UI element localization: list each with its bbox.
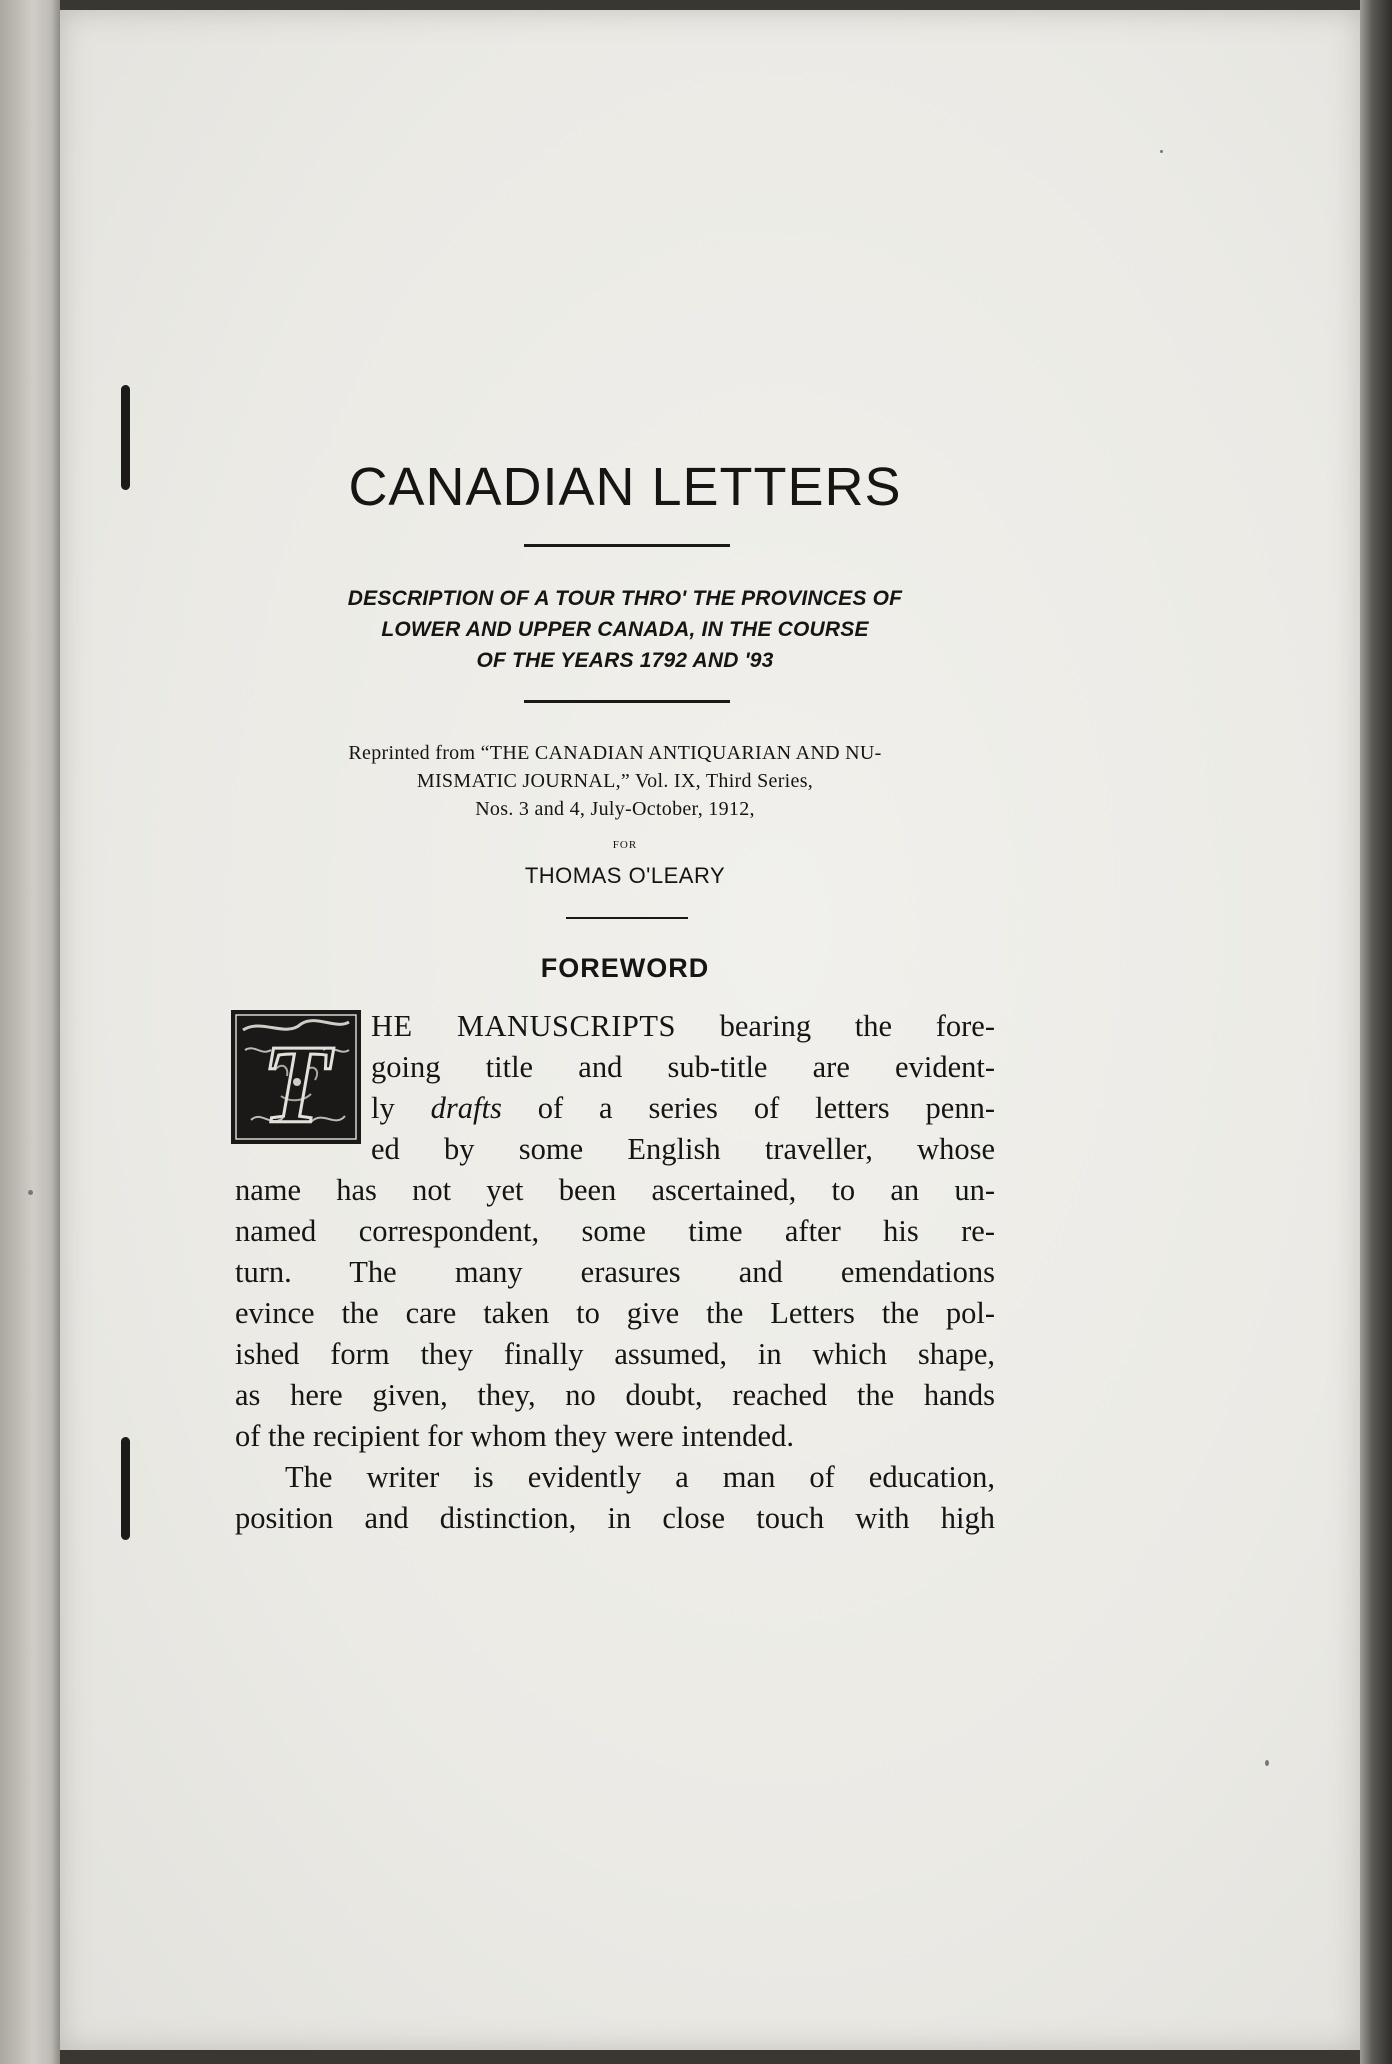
section-heading: FOREWORD: [540, 953, 710, 983]
body-line: of a series of letters penn-: [537, 1091, 996, 1125]
staple-bottom: [121, 1437, 130, 1540]
staple-top: [121, 385, 130, 490]
foreword-body: [235, 1006, 995, 1539]
dropcap-letter: T: [261, 1023, 331, 1144]
body-line: as here given, they, no doubt, reached the hands: [235, 1378, 995, 1412]
paper-speck: [1160, 150, 1163, 153]
subtitle-line: OF THE YEARS 1792 AND '93: [476, 649, 774, 672]
body-line: ly: [371, 1091, 431, 1125]
title-page-content: [235, 440, 995, 1539]
body-line: of the recipient for whom they were intended.: [235, 1419, 794, 1453]
for-label: FOR: [612, 839, 638, 851]
body-line: turn. The many erasures and emendations: [235, 1255, 995, 1289]
body-line: named correspondent, some time after his re-: [235, 1214, 995, 1248]
editor-rule: [566, 917, 688, 919]
italic-word: drafts: [430, 1091, 502, 1125]
body-line: bearing the fore-: [675, 1009, 995, 1043]
body-line: ed by some English traveller, whose: [371, 1132, 995, 1166]
lead-caps: HE MANUSCRIPTS: [371, 1009, 676, 1043]
reprint-line: Nos. 3 and 4, July-October, 1912,: [475, 798, 755, 820]
page-edge-shadow: [1360, 0, 1392, 2064]
body-line: position and distinction, in close touch with high: [235, 1501, 995, 1535]
reprint-notice: [235, 739, 995, 823]
reprint-line: MISMATIC JOURNAL,” Vol. IX, Third Series,: [416, 770, 814, 792]
subtitle-rule: [524, 700, 730, 703]
body-line: evince the care taken to give the Letters the pol-: [235, 1296, 995, 1330]
paper-speck: [1265, 1760, 1269, 1766]
document-subtitle: [235, 583, 995, 676]
body-line: The writer is evidently a man of education,: [285, 1460, 995, 1494]
reprint-line: Reprinted from “THE CANADIAN ANTIQUARIAN AND NU-: [348, 742, 882, 764]
document-title: CANADIAN LETTERS: [348, 457, 902, 517]
binding-edge: [0, 0, 60, 2064]
subtitle-line: DESCRIPTION OF A TOUR THRO' THE PROVINCES OF: [347, 587, 903, 610]
ornamental-dropcap-icon: [231, 1010, 361, 1144]
body-line: going title and sub-title are evident-: [371, 1050, 995, 1084]
paper-speck: [28, 1190, 33, 1195]
body-line: name has not yet been ascertained, to an un-: [235, 1173, 995, 1207]
title-rule: [524, 544, 730, 547]
body-line: ished form they finally assumed, in which shape,: [235, 1337, 995, 1371]
subtitle-line: LOWER AND UPPER CANADA, IN THE COURSE: [381, 618, 869, 641]
editor-name: THOMAS O'LEARY: [524, 863, 726, 888]
